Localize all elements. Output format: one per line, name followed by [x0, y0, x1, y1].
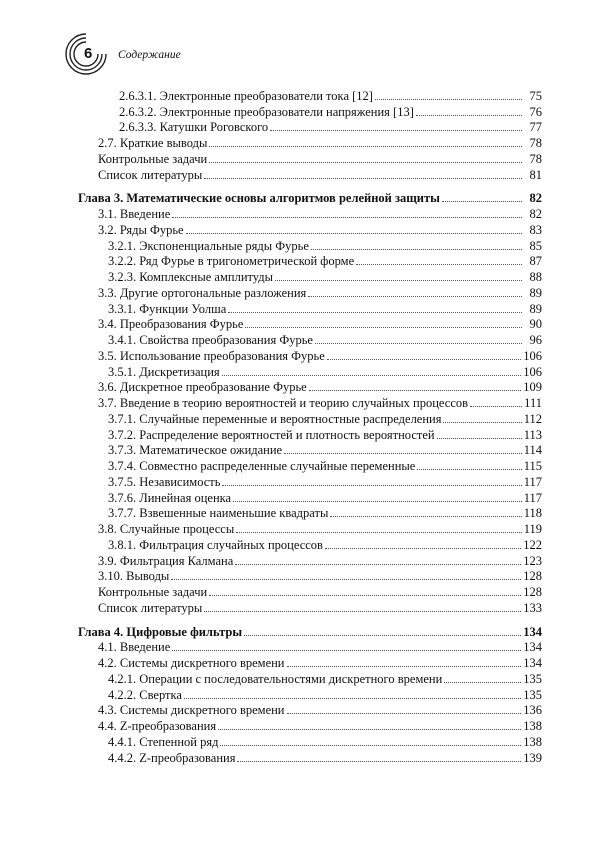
dot-leader [245, 327, 522, 328]
toc-entry-title: 3.10. Выводы [98, 569, 170, 584]
dot-leader [437, 438, 522, 439]
toc-entry-page: 122 [523, 537, 542, 552]
toc-entry-page: 82 [529, 191, 542, 206]
toc-entry[interactable] [78, 718, 542, 734]
toc-entry-page: 134 [523, 640, 542, 655]
toc-entry-page: 87 [529, 254, 542, 269]
dot-leader [209, 595, 521, 596]
page-header [62, 30, 542, 80]
toc-entry-page: 115 [523, 459, 542, 473]
toc-entry-page: 114 [523, 443, 542, 458]
toc-entry-title: 3.4. Преобразования Фурье [98, 317, 244, 332]
toc-entry-title: 3.3. Другие ортогональные разложения [98, 285, 307, 300]
toc-entry[interactable] [78, 734, 542, 750]
dot-leader [444, 682, 521, 683]
toc-entry[interactable] [78, 254, 542, 270]
dot-leader [222, 485, 521, 486]
toc-entry[interactable] [78, 222, 542, 238]
toc-entry-page: 136 [523, 703, 542, 718]
dot-leader [375, 99, 522, 100]
dot-leader [417, 469, 521, 470]
toc-entry-title: 3.7.2. Распределение вероятностей и плотность вероятностей [108, 427, 435, 442]
toc-entry[interactable] [78, 474, 542, 490]
toc-entry-title: 3.1. Введение [98, 207, 171, 221]
toc-entry-title: 3.7.4. Совместно распределенные случайные переменные [108, 459, 416, 473]
toc-entry-title: 3.7.1. Случайные переменные и вероятностные распределения [108, 411, 442, 426]
toc-entry-title: 4.4.1. Степенной ряд [108, 734, 219, 749]
toc-chapter-entry[interactable] [78, 191, 542, 207]
toc-entry[interactable] [78, 427, 542, 443]
toc-entry[interactable] [78, 332, 542, 348]
dot-leader [172, 217, 522, 218]
toc-entry[interactable] [78, 206, 542, 222]
toc-entry-title: 3.7.3. Математическое ожидание [108, 443, 283, 458]
toc-entry-title: 4.3. Системы дискретного времени [98, 703, 285, 718]
toc-entry[interactable] [78, 285, 542, 301]
toc-entry[interactable] [78, 640, 542, 656]
toc-entry[interactable] [78, 348, 542, 364]
toc-entry-title: 2.6.3.3. Катушки Роговского [119, 120, 269, 135]
dot-leader [442, 201, 522, 202]
toc-entry-title: 3.5.1. Дискретизация [108, 364, 220, 379]
dot-leader [237, 761, 521, 762]
toc-entry-page: 88 [529, 270, 542, 284]
toc-entry[interactable] [78, 301, 542, 317]
toc-entry[interactable] [78, 687, 542, 703]
toc-entry[interactable] [78, 151, 542, 167]
toc-entry-title: 3.6. Дискретное преобразование Фурье [98, 380, 307, 395]
toc-entry[interactable] [78, 490, 542, 506]
toc-entry-page: 128 [523, 585, 542, 599]
toc-entry-title: 3.5. Использование преобразования Фурье [98, 348, 325, 363]
toc-entry-title: 4.1. Введение [98, 640, 171, 655]
toc-entry-title: Глава 4. Цифровые фильтры [78, 624, 243, 639]
toc-entry[interactable] [78, 135, 542, 151]
dot-leader [235, 564, 521, 565]
toc-entry-page: 135 [523, 687, 542, 702]
page-number: 6 [84, 45, 93, 62]
toc-entry-page: 78 [529, 151, 542, 166]
toc-entry-page: 138 [523, 719, 542, 733]
dot-leader [236, 532, 521, 533]
toc-entry[interactable] [78, 120, 542, 136]
toc-entry[interactable] [78, 395, 542, 411]
toc-entry-title: 4.4. Z-преобразования [98, 719, 217, 733]
toc-entry-page: 89 [529, 285, 542, 300]
toc-entry[interactable] [78, 380, 542, 396]
toc-entry[interactable] [78, 364, 542, 380]
dot-leader [233, 501, 522, 502]
dot-leader [356, 264, 522, 265]
dot-leader [204, 178, 522, 179]
toc-entry-page: 112 [523, 411, 542, 426]
dot-leader [228, 312, 522, 313]
dot-leader [218, 729, 521, 730]
toc-entry[interactable] [78, 521, 542, 537]
toc-entry-title: Контрольные задачи [98, 585, 208, 599]
toc-entry[interactable] [78, 104, 542, 120]
dot-leader [204, 611, 521, 612]
toc-entry-title: 3.7.6. Линейная оценка [108, 490, 232, 505]
toc-entry-page: 77 [529, 120, 542, 135]
toc-entry-page: 128 [523, 569, 542, 584]
toc-entry-title: Список литературы [98, 600, 203, 615]
dot-leader [287, 713, 522, 714]
dot-leader [270, 130, 522, 131]
toc-entry-page: 106 [523, 364, 542, 379]
dot-leader [171, 579, 521, 580]
dot-leader [275, 280, 522, 281]
toc-entry-page: 96 [529, 333, 542, 347]
toc-entry-page: 89 [529, 301, 542, 316]
dot-leader [244, 635, 521, 636]
toc-entry-title: 3.7.7. Взвешенные наименьшие квадраты [108, 506, 329, 521]
dot-leader [470, 406, 522, 407]
dot-leader [186, 233, 522, 234]
toc-entry-page: 118 [523, 506, 542, 521]
toc-entry[interactable] [78, 443, 542, 459]
toc-entry[interactable] [78, 655, 542, 671]
toc-entry-page: 119 [523, 522, 542, 536]
toc-entry-page: 134 [523, 624, 542, 639]
toc-entry[interactable] [78, 88, 542, 104]
toc-entry-page: 85 [529, 238, 542, 253]
dot-leader [222, 375, 522, 376]
toc-entry-title: 4.2. Системы дискретного времени [98, 656, 285, 670]
toc-entry-page: 134 [523, 656, 542, 670]
toc-entry-title: 3.7. Введение в теорию вероятностей и теорию случайных процессов [98, 396, 469, 410]
toc-entry[interactable] [78, 167, 542, 183]
toc-entry-page: 81 [529, 167, 542, 182]
dot-leader [443, 422, 521, 423]
toc-entry[interactable] [78, 506, 542, 522]
dot-leader [209, 162, 522, 163]
toc-entry-page: 111 [524, 396, 542, 410]
toc-entry-page: 83 [529, 222, 542, 237]
toc-entry-title: 2.6.3.2. Электронные преобразователи напряжения [13] [119, 104, 414, 119]
toc-entry[interactable] [78, 269, 542, 285]
toc-entry[interactable] [78, 537, 542, 553]
toc-entry[interactable] [78, 317, 542, 333]
toc-entry-page: 109 [523, 380, 542, 395]
toc-entry-title: Глава 3. Математические основы алгоритмов релейной защиты [78, 191, 440, 206]
dot-leader [416, 115, 522, 116]
section-gap [78, 616, 542, 624]
toc-entry-page: 123 [523, 553, 542, 568]
table-of-contents [78, 88, 542, 766]
toc-entry-title: 3.8.1. Фильтрация случайных процессов [108, 537, 323, 552]
toc-entry-page: 76 [529, 104, 542, 119]
dot-leader [311, 249, 522, 250]
toc-entry[interactable] [78, 569, 542, 585]
dot-leader [220, 745, 521, 746]
dot-leader [327, 359, 521, 360]
toc-entry-title: 4.2.2. Свертка [108, 687, 182, 702]
dot-leader [287, 666, 522, 667]
toc-entry-title: 3.2.1. Экспоненциальные ряды Фурье [108, 238, 309, 253]
running-title: Содержание [118, 49, 181, 61]
toc-entry-title: 2.7. Краткие выводы [98, 136, 208, 150]
toc-entry-title: 3.9. Фильтрация Калмана [98, 553, 234, 568]
section-gap [78, 183, 542, 191]
toc-entry-page: 106 [523, 348, 542, 363]
toc-entry-page: 82 [529, 207, 542, 221]
toc-entry-page: 135 [523, 671, 542, 686]
dot-leader [184, 698, 521, 699]
toc-entry-page: 78 [529, 136, 542, 150]
dot-leader [330, 516, 521, 517]
toc-entry-title: 3.3.1. Функции Уолша [108, 301, 227, 316]
toc-entry-page: 113 [523, 427, 542, 442]
toc-entry-page: 117 [523, 474, 542, 489]
dot-leader [315, 343, 522, 344]
toc-entry[interactable] [78, 600, 542, 616]
dot-leader [309, 390, 522, 391]
dot-leader [284, 453, 522, 454]
toc-entry-title: 3.8. Случайные процессы [98, 522, 235, 536]
toc-entry-title: 3.2.2. Ряд Фурье в тригонометрической форме [108, 254, 355, 269]
toc-entry-title: 2.6.3.1. Электронные преобразователи тока [12] [119, 88, 373, 103]
toc-entry[interactable] [78, 750, 542, 766]
dot-leader [172, 650, 521, 651]
toc-chapter-entry[interactable] [78, 624, 542, 640]
toc-entry-title: 4.4.2. Z-преобразования [108, 750, 236, 765]
toc-entry[interactable] [78, 584, 542, 600]
toc-entry[interactable] [78, 411, 542, 427]
toc-entry-title: 3.4.1. Свойства преобразования Фурье [108, 333, 313, 347]
toc-entry[interactable] [78, 458, 542, 474]
toc-entry-page: 139 [523, 750, 542, 765]
toc-entry-page: 138 [523, 734, 542, 749]
toc-entry-page: 117 [523, 490, 542, 505]
toc-entry-title: Контрольные задачи [98, 151, 208, 166]
toc-entry-page: 90 [529, 317, 542, 332]
toc-entry-title: Список литературы [98, 167, 203, 182]
toc-entry-page: 75 [529, 88, 542, 103]
toc-entry[interactable] [78, 671, 542, 687]
toc-entry-title: 3.2.3. Комплексные амплитуды [108, 270, 274, 284]
toc-entry-title: 4.2.1. Операции с последовательностями дискретного времени [108, 671, 443, 686]
dot-leader [209, 146, 522, 147]
toc-entry-title: 3.2. Ряды Фурье [98, 222, 184, 237]
toc-entry-title: 3.7.5. Независимость [108, 474, 221, 489]
toc-entry[interactable] [78, 703, 542, 719]
toc-entry[interactable] [78, 238, 542, 254]
toc-entry[interactable] [78, 553, 542, 569]
dot-leader [308, 296, 522, 297]
dot-leader [325, 548, 521, 549]
toc-entry-page: 133 [523, 600, 542, 615]
